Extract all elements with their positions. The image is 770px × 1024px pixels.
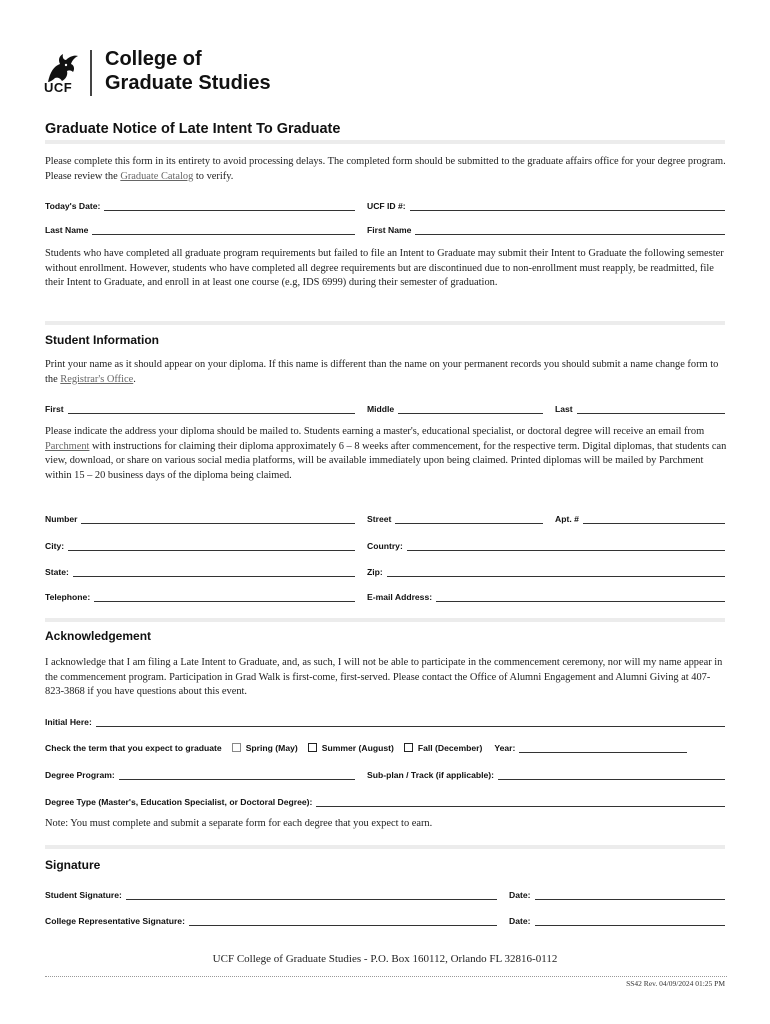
degree-type-line[interactable]: [316, 797, 725, 807]
student-signature-label: Student Signature:: [45, 890, 122, 900]
diploma-last-label: Last: [555, 404, 573, 414]
eligibility-paragraph: Students who have completed all graduate program requirements but failed to file an Intent to Graduate may submit their Intent to Graduate the following semester without enrollment. However, students who have completed all degree requirements but are discontinued due to non-enrollment must reapply, be readmitted, file their Intent to Graduate, and enroll in at least one course (e.g, IDS 6999) during their semester of graduation.: [45, 248, 724, 289]
degree-program-field[interactable]: [45, 766, 355, 780]
student-signature-field[interactable]: [45, 886, 497, 900]
address-text-before: Please indicate the address your diploma should be mailed to. Students earning a master's, educational specialist, or doctoral degree will receive an email from: [45, 426, 705, 437]
summer-label: Summer (August): [321, 743, 394, 753]
street-field[interactable]: [367, 510, 543, 524]
section-rule-student-info: [45, 321, 725, 325]
college-name-line1: College of: [105, 48, 202, 70]
country-field[interactable]: [367, 537, 725, 551]
college-name-line2: Graduate Studies: [105, 72, 271, 94]
diploma-middle-name-field[interactable]: [367, 400, 543, 414]
name-text-before: Print your name as it should appear on your diploma. If this name is different than the name on your permanent records you should submit a name change form to the: [45, 359, 719, 385]
diploma-last-line[interactable]: [577, 404, 725, 414]
footer-dotted-divider: [45, 976, 727, 977]
subplan-label: Sub-plan / Track (if applicable):: [367, 770, 495, 780]
logo-divider: [90, 50, 92, 96]
ucf-id-field[interactable]: [367, 197, 725, 211]
spring-checkbox[interactable]: [232, 743, 241, 752]
fall-checkbox[interactable]: [404, 743, 413, 752]
page-title: Graduate Notice of Late Intent To Graduate: [45, 121, 341, 137]
initial-here-label: Initial Here:: [45, 717, 92, 727]
college-rep-signature-field[interactable]: [45, 912, 497, 926]
street-number-field[interactable]: [45, 510, 355, 524]
apt-field[interactable]: [555, 510, 725, 524]
first-name-label: First Name: [367, 225, 412, 235]
student-signature-line[interactable]: [126, 890, 497, 900]
address-text-after: with instructions for claiming their diploma approximately 6 – 8 weeks after commencement, for the respective term. Digital diplomas, that students can view, download, or share on various social media platforms, will be available immediately upon being claimed. Printed diplomas will be mailed by Parchment within 15 – 20 business days of the diploma being claimed.: [45, 440, 727, 481]
city-field[interactable]: [45, 537, 355, 551]
state-field[interactable]: [45, 563, 355, 577]
state-line[interactable]: [73, 567, 355, 577]
degree-type-label: Degree Type (Master's, Education Specialist, or Doctoral Degree):: [45, 797, 313, 807]
degree-program-label: Degree Program:: [45, 770, 115, 780]
subplan-field[interactable]: [367, 766, 725, 780]
summer-checkbox[interactable]: [308, 743, 317, 752]
email-line[interactable]: [436, 592, 725, 602]
country-label: Country:: [367, 541, 403, 551]
telephone-field[interactable]: [45, 588, 355, 602]
diploma-first-name-field[interactable]: [45, 400, 355, 414]
term-prompt: Check the term that you expect to graduate: [45, 743, 222, 753]
degree-type-field[interactable]: [45, 793, 725, 807]
section-rule-acknowledgement: [45, 618, 725, 622]
college-rep-signature-line[interactable]: [189, 916, 497, 926]
last-name-line[interactable]: [92, 225, 355, 235]
zip-line[interactable]: [387, 567, 725, 577]
college-rep-date-field[interactable]: [509, 912, 725, 926]
intro-text-after: to verify.: [193, 170, 234, 182]
footer-address: UCF College of Graduate Studies - P.O. Box 160112, Orlando FL 32816-0112: [212, 953, 558, 965]
apt-line[interactable]: [583, 514, 725, 524]
subplan-line[interactable]: [498, 770, 725, 780]
acknowledgement-paragraph: I acknowledge that I am filing a Late Intent to Graduate, and, as such, I will not be able to participate in the commencement ceremony, nor will my name appear in the commencement program. Participation in Grad Walk is first-come, first-served. Please contact the Office of Alumni Engagement and Alumni Giving at 407-823-3868 if you have questions about this event.: [45, 657, 723, 698]
apt-label: Apt. #: [555, 514, 579, 524]
intro-text-before: Please complete this form in its entirety to avoid processing delays. The completed form should be submitted to the graduate affairs office for your degree program. Please review the: [45, 156, 726, 182]
telephone-label: Telephone:: [45, 592, 91, 602]
country-line[interactable]: [407, 541, 725, 551]
diploma-middle-line[interactable]: [398, 404, 543, 414]
ucf-logo: [44, 46, 271, 98]
title-rule: [45, 140, 725, 144]
city-line[interactable]: [68, 541, 355, 551]
street-number-line[interactable]: [81, 514, 355, 524]
state-label: State:: [45, 567, 69, 577]
diploma-last-name-field[interactable]: [555, 400, 725, 414]
fall-label: Fall (December): [417, 743, 483, 753]
diploma-middle-label: Middle: [367, 404, 395, 414]
college-name: [105, 47, 271, 95]
signature-title: Signature: [45, 858, 101, 872]
street-number-label: Number: [45, 514, 78, 524]
degree-program-line[interactable]: [119, 770, 355, 780]
last-name-field[interactable]: [45, 221, 355, 235]
ucf-id-label: UCF ID #:: [367, 201, 406, 211]
last-name-label: Last Name: [45, 225, 89, 235]
email-field[interactable]: [367, 588, 725, 602]
first-name-line[interactable]: [415, 225, 725, 235]
initial-here-field[interactable]: [45, 713, 725, 727]
ucf-wordmark: UCF: [44, 80, 73, 95]
todays-date-label: Today's Date:: [45, 201, 101, 211]
student-date-field[interactable]: [509, 886, 725, 900]
college-rep-date-label: Date:: [509, 916, 531, 926]
spring-label: Spring (May): [245, 743, 298, 753]
graduation-term-row: [45, 739, 687, 753]
initial-here-line[interactable]: [96, 717, 725, 727]
student-date-label: Date:: [509, 890, 531, 900]
student-info-title: Student Information: [45, 333, 159, 347]
diploma-first-line[interactable]: [68, 404, 355, 414]
zip-label: Zip:: [367, 567, 383, 577]
year-label: Year:: [494, 743, 516, 753]
zip-field[interactable]: [367, 563, 725, 577]
registrars-office-link[interactable]: Registrar's Office: [60, 373, 134, 385]
first-name-field[interactable]: [367, 221, 725, 235]
separate-form-note: Note: You must complete and submit a separate form for each degree that you expect to earn.: [45, 818, 433, 829]
college-rep-date-line[interactable]: [535, 916, 726, 926]
mailing-instructions: [45, 425, 727, 483]
college-rep-signature-label: College Representative Signature:: [45, 916, 185, 926]
todays-date-field[interactable]: [45, 197, 355, 211]
student-date-line[interactable]: [535, 890, 726, 900]
intro-paragraph: [45, 155, 727, 184]
parchment-link[interactable]: Parchment: [45, 440, 90, 452]
telephone-line[interactable]: [94, 592, 355, 602]
graduate-catalog-link[interactable]: Graduate Catalog: [120, 170, 194, 182]
diploma-first-label: First: [45, 404, 64, 414]
acknowledgement-title: Acknowledgement: [45, 629, 152, 643]
email-label: E-mail Address:: [367, 592, 433, 602]
street-line[interactable]: [395, 514, 543, 524]
form-revision: SS42 Rev. 04/09/2024 01:25 PM: [626, 979, 725, 988]
ucf-id-line[interactable]: [410, 201, 725, 211]
year-line[interactable]: [519, 743, 687, 753]
name-text-after: .: [133, 373, 136, 385]
todays-date-line[interactable]: [104, 201, 355, 211]
name-instructions: [45, 358, 727, 387]
section-rule-signature: [45, 845, 725, 849]
city-label: City:: [45, 541, 65, 551]
street-label: Street: [367, 514, 392, 524]
